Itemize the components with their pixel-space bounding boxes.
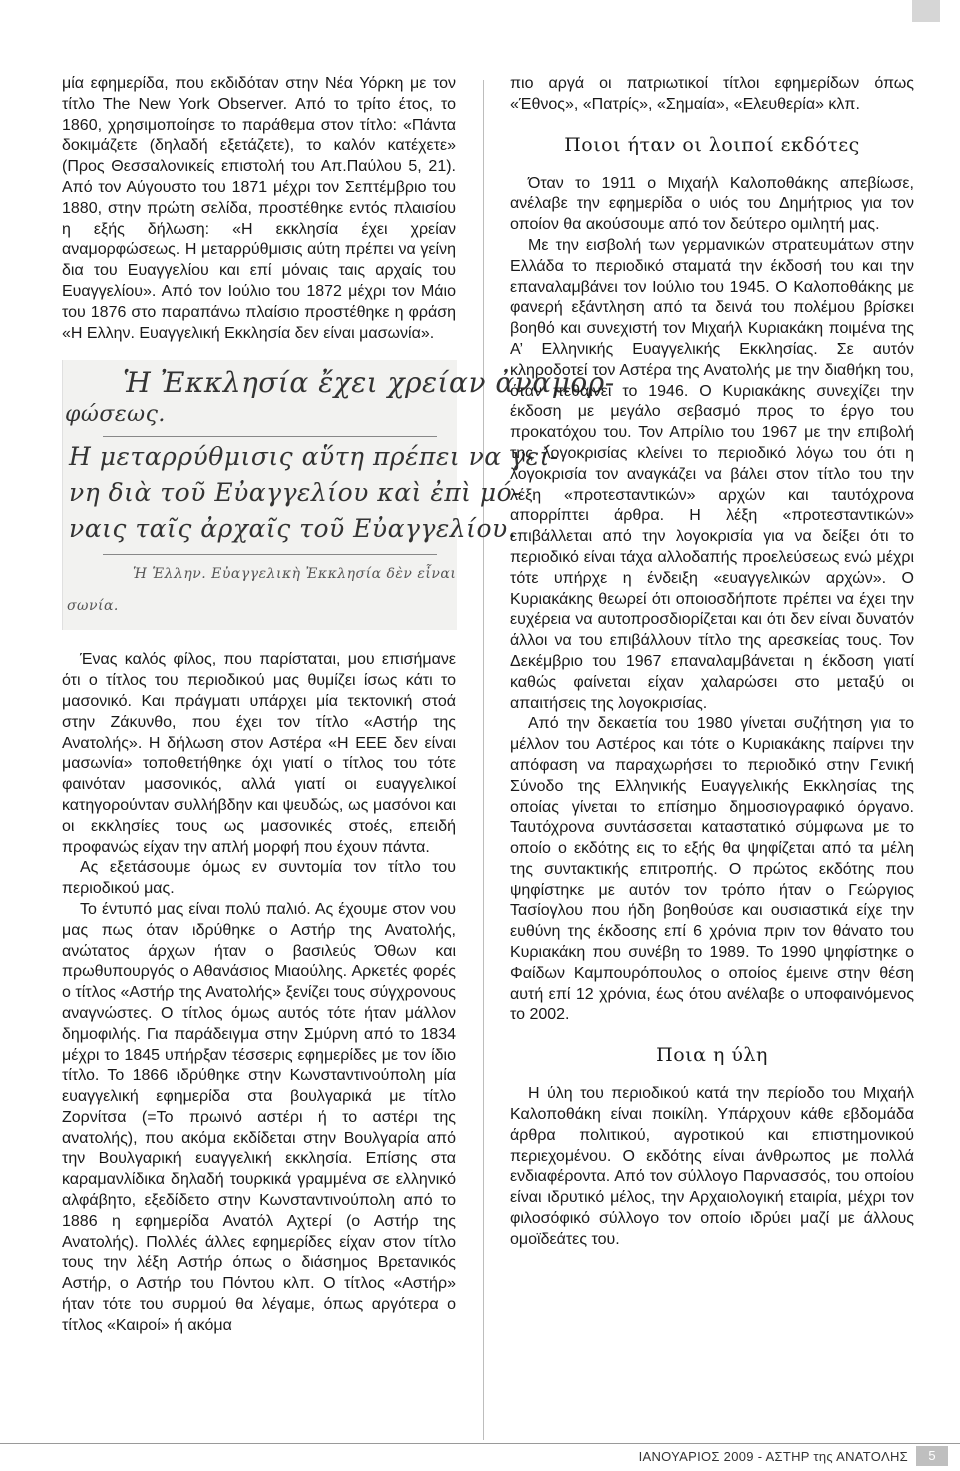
footer-rule: [0, 1443, 960, 1444]
scanned-newspaper-clipping: [62, 360, 615, 630]
column-divider: [483, 80, 484, 1440]
left-column: [62, 74, 615, 1337]
section-heading: Ποιοι ήταν οι λοιποί εκδότες: [564, 133, 860, 156]
section-heading: Ποια η ύλη: [656, 1044, 768, 1067]
right-column: [510, 74, 914, 1251]
paragraph: Η ύλη του περιοδικού κατά την περίοδο του Μιχαήλ Καλοποθάκη είναι ποικίλη. Υπάρχουν κάθε εβδομάδα άρθρα πολιτικού, αγροτικού και επιστημονικού περιεχομένου. Ο εκδότης είναι άνθρωπος με πολλά ενδιαφέροντα. Από τον σύλλογο Παρνασσός, του οποίου είναι ιδρυτικό μέλος, την Αρχαιολογική εταιρία, μέχρι τον φιλοσόφικό σύλλογο τον οποίο ιδρύει μαζί με άλλους ομοϊδεάτες του.: [510, 1085, 914, 1248]
clipping-line: φώσεως.: [65, 402, 166, 428]
paragraph: πιο αργά οι πατριωτικοί τίτλοι εφημερίδων όπως «Έθνος», «Πατρίς», «Σημαία», «Ελευθερία» κλπ.: [510, 75, 914, 113]
clipping-rule: [103, 554, 437, 555]
clipping-line: σωνία.: [67, 598, 119, 615]
page-number: 5: [916, 1446, 948, 1466]
paragraph: μία εφημερίδα, που εκδιδόταν στην Νέα Υόρκη με τον τίτλο The New York Observer. Από το τρίτο έτος, το 1860, χρησιμοποίησε το παράθεμα στον τίτλο: «Πάντα δοκιμάζετε (δηλαδή εξετάζετε), το καλόν κατέχετε» (Προς Θεσσαλονικείς επιστολή του Απ.Παύλου 5, 21). Από τον Αύγουστο του 1871 μέχρι τον Σεπτέμβριο του 1880, στην πρώτη σελίδα, προστέθηκε εντός πλαισίου η εξής δήλωση: «Η εκκλησία έχει χρείαν αναμορφώσεως. Η μεταρρύθμισις αύτη πρέπει να γείνη δια του Ευαγγελίου και επί μόναις ταις αρχαίς του Ευαγγελίου». Από τον Ιούλιο του 1872 μέχρι τον Μάιο του 1876 στο παραπάνω πλαίσιο προστέθηκε η φράση «Η Ελλην. Ευαγγελική Εκκλησία δεν είναι μασωνία».: [62, 75, 456, 342]
paragraph: Με την εισβολή των γερμανικών στρατευμάτων στην Ελλάδα το περιοδικό σταματά την έκδοσή του και την επαναλαμβάνει τον Ιούλιο του 1945. Ο Καλοποθάκης με φανερή εξάντληση από τα δεινά του πολέμου βρίσκει βοηθό και συνεχιστή τον Μιχαήλ Κυριακάκη ποιμένα της Α’ Ελληνικής Ευαγγελικής Εκκλησίας. Σε αυτόν κληροδοτεί τον Αστέρα της Ανατολής με την διαθήκη του, όταν πεθαίνει το 1946. Ο Κυριακάκης συνεχίζει την έκδοση με μεγάλο σεβασμό προς το έργο του προκατόχου του. Τον Απρίλιο του 1967 με την επιβολή της λογοκρισίας κλείνει το περιοδικό λόγω του ότι η λογοκρισία τον αναγκάζει να βάλει στον τίτλο του την λέξη «προτεσταντικών» αρχών και ταυτόχρονα απορρίπτει άρθρα. Η λέξη «προτεσταντικών» επιβάλλεται από την λογοκρισία για να δείξει ότι το περιοδικό είναι τάχα αλλοδαπής προελεύσεως ενώ μέχρι τότε υπήρχε η ένδειξη «ευαγγελικών αρχών». Ο Κυριακάκης θεωρεί ότι οποιοσδήποτε πρέπει να έχει την ευχέρεια να αυτοπροσδιορίζεται και ότι δεν είναι δυνατόν άλλοι να του επιβάλλουν τίτλο της αρεσκείας τους. Τον Δεκέμβριο του 1967 επαναλαμβάνεται η έκδοση γιατί καθώς φαίνεται είχαν χαλαρώσει στο μεταξύ οι απαιτήσεις της λογοκρισίας.: [510, 236, 914, 712]
clipping-line: ναις ταῖς ἀρχαῖς τοῦ Εὐαγγελίου.: [69, 514, 517, 544]
clipping-line: νη διὰ τοῦ Εὐαγγελίου καὶ ἐπὶ μό-: [69, 478, 522, 508]
clipping-rule: [103, 436, 437, 437]
paragraph: Το έντυπό μας είναι πολύ παλιό. Ας έχουμε στον νου μας πως όταν ιδρύθηκε ο Αστήρ της Ανατολής, ανώτατος άρχων ήταν ο βασιλεύς Όθων και πρωθυπουργός ο Αθανάσιος Μιαούλης. Αρκετές φορές ο τίτλος «Αστήρ της Ανατολής» ξενίζει τους σύγχρονους αναγνώστες. Ο τίτλος όμως αυτός τότε ήταν μάλλον δημοφιλής. Για παράδειγμα στην Σμύρνη από το 1834 μέχρι το 1845 υπήρξαν τέσσερις εφημερίδες με τον ίδιο τίτλο. Το 1866 ιδρύθηκε στην Κωνσταντινούπολη μία ευαγγελική εφημερίδα στα βουλγαρικά με τίτλο Ζορνίτσα (=Το πρωινό αστέρι ή το αστέρι της ανατολής), που ακόμα εκδίδεται στην Βουλγαρία από την Βουλγαρική ευαγγελική εκκλησία. Επίσης στα καραμανλίδικα δηλαδή τουρκικά γραμμένα σε ελληνικό αλφάβητο, εξεδίδετο στην Κωνσταντινούπολη από το 1886 η εφημερίδα Ανατόλ Αχτερί (ο Αστήρ της Ανατολής). Πολλές άλλες εφημερίδες είχαν στον τίτλο τους την λέξη Αστήρ όπως ο διάσημος Βρετανικός Αστήρ, ο Αστήρ του Πόντου κλπ. Ο τίτλος «Αστήρ» ήταν τότε του συρμού θα λέγαμε, όπως αργότερα ο τίτλος «Καιροί» ή ακόμα: [62, 900, 456, 1334]
footer-publication: ΙΑΝΟΥΑΡΙΟΣ 2009 - ΑΣΤΗΡ της ΑΝΑΤΟΛΗΣ: [638, 1449, 908, 1464]
clipping-line: Η μεταρρύθμισις αὕτη πρέπει να γεί-: [69, 442, 559, 472]
page-footer: [0, 1441, 960, 1471]
paragraph: Ας εξετάσουμε όμως εν συντομία τον τίτλο του περιοδικού μας.: [62, 859, 456, 898]
clipping-line: Ἡ Ἑλλην. Εὐαγγελικὴ Ἐκκλησία δὲν εἶναι: [133, 566, 457, 583]
corner-mark: [912, 0, 940, 22]
paragraph: Από την δεκαετία του 1980 γίνεται συζήτηση για το μέλλον του Αστέρος και τότε ο Κυριακάκης παίρνει την απόφαση να παραχωρήσει το περιοδικό στην Γενική Σύνοδο της Ελληνικής Ευαγγελικής Εκκλησίας της οποίας γίνεται το επίσημο δημοσιογραφικό όργανο. Ταυτόχρονα συντάσσεται καταστατικό σύμφωνα με το οποίο ο εκδότης εις το εξής θα ψηφίζεται από τα μέλη της συντακτικής επιτροπής. Ο πρώτος εκδότης που ψηφίστηκε με αυτόν τον τρόπο ήταν ο Γεώργιος Τασίογλου που ήδη βοηθούσε και ουσιαστικά είχε την ευθύνη της έκδοσης επί 6 χρόνια πριν τον θάνατο του Κυριακάκη που συνέβη το 1989. Το 1990 ψηφίστηκε ο Φαίδων Καμπουρόπουλος ο οποίος έμεινε στην θέση αυτή επί 12 χρόνια, έως ότου ανέλαβε ο υποφαινόμενος το 2002.: [510, 715, 914, 1024]
clipping-line: Ἡ Ἐκκλησία ἔχει χρείαν ἀναμορ-: [123, 366, 615, 400]
paragraph: Όταν το 1911 ο Μιχαήλ Καλοποθάκης απεβίωσε, ανέλαβε την εφημερίδα ο υιός του Δημήτριος για τον οποίον θα ακούσουμε από τον δεύτερο ομιλητή μας.: [510, 174, 914, 234]
paragraph: Ένας καλός φίλος, που παρίσταται, μου επισήμανε ότι ο τίτλος του περιοδικού μας θυμίζει ίσως κάτι το μασονικό. Και πράγματι υπάρχει μία τεκτονική στοά στην Ζάκυνθο, που έχει τον τίτλο «Αστήρ της Ανατολής». Η δήλωση στον Αστέρα «Η ΕΕΕ δεν είναι μασωνία» τοποθετήθηκε όχι γιατί ο τίτλος του τότε φαινόταν μασονικός, αλλά γιατί οι ευαγγελικοί κατηγορούνταν συλλήβδην και ψευδώς, ως μασόνοι και οι εκκλησίες τους ως μασονικές στοές, επειδή προφανώς είχαν την απλή μορφή που έχουν πάντα.: [62, 651, 456, 856]
